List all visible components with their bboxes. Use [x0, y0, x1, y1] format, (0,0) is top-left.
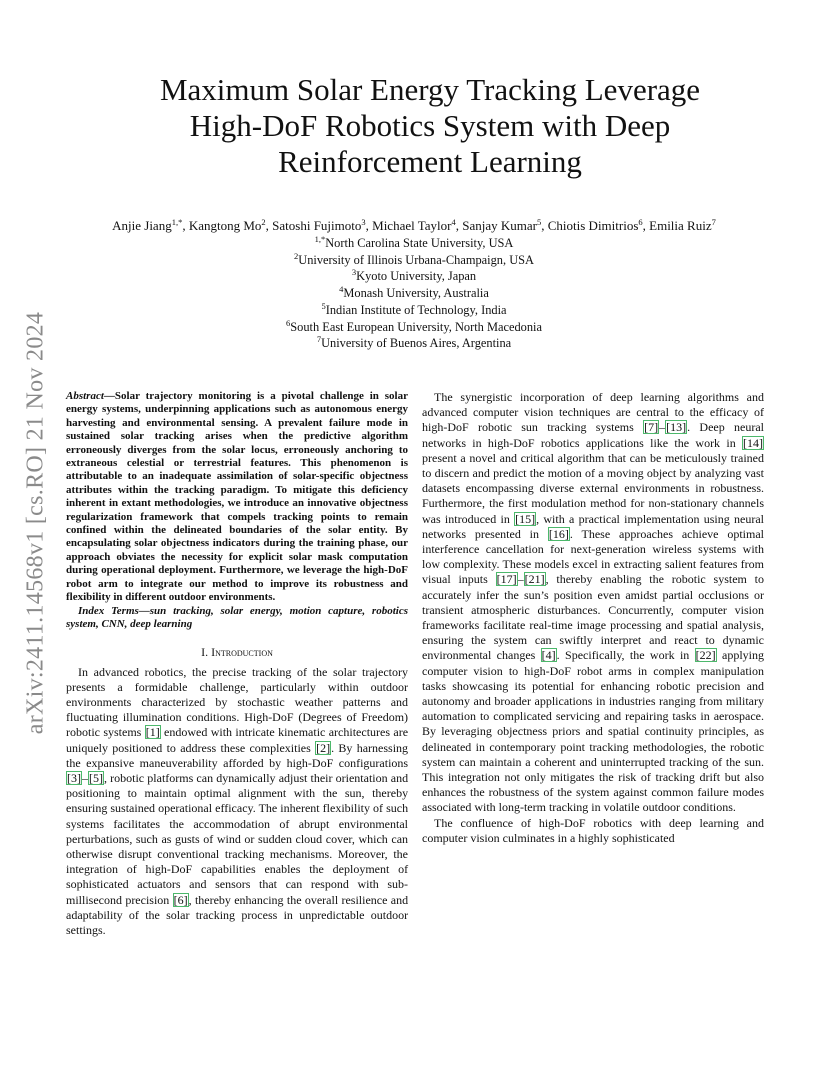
index-terms-text: sun tracking, solar energy, motion capture, robotics system, CNN, deep learning — [66, 604, 408, 630]
affiliation: $^6$South East European University, North Macedonia — [285, 317, 543, 334]
paper-title — [90, 72, 770, 180]
affiliation: $^4$Monash University, Australia — [339, 284, 489, 301]
citation-link[interactable]: [3] — [67, 770, 81, 785]
author-name: Chiotis Dimitrios — [547, 218, 639, 233]
affiliation-list — [0, 235, 828, 352]
citation-link[interactable]: [21] — [524, 572, 545, 587]
affiliation: $^5$Indian Institute of Technology, India — [321, 300, 507, 317]
affiliation: $^{1,*}$North Carolina State University, USA — [314, 234, 514, 250]
author-affiliation-marker: 6 — [638, 217, 643, 227]
author-list: Anjie Jiang$^{1,*}$, Kangtong Mo$^2$, Satoshi Fujimoto$^3$, Michael Taylor$^4$, Sanjay Kumar$^5$, Chiotis Dimitrios$^6$, Emilia Ruiz$^7$ — [112, 217, 716, 233]
author-affiliation-marker: 1,* — [171, 217, 183, 227]
citation-link[interactable]: [4] — [541, 648, 556, 663]
title-line: Reinforcement Learning — [278, 144, 582, 179]
index-terms: Index Terms—sun tracking, solar energy, motion capture, robotics system, CNN, deep learning — [66, 604, 408, 630]
author-affiliation-marker: 3 — [361, 217, 366, 227]
affiliation: $^3$Kyoto University, Japan — [351, 267, 477, 284]
abstract-label: Abstract — [66, 390, 104, 402]
author-affiliation-marker: 4 — [451, 217, 456, 227]
paragraph: The confluence of high-DoF robotics with deep learning and computer vision culminates in a highly sophisticated — [422, 815, 764, 845]
paragraph: In advanced robotics, the precise tracking of the solar trajectory presents a formidable challenge, particularly within outdoor environments characterized by stochastic weather patterns and fluctuating illumination conditions. High-DoF (Degrees of Freedom) robotic systems [1] endowed with intricate kinematic architectures are uniquely positioned to address these complexities [2]. By harnessing the expansive maneuverability afforded by high-DoF configurations [3]–[5], robotic platforms can dynamically adjust their orientation and positioning to maintain optimal alignment with the sun, thereby ensuring sustained operational efficacy. The inherent flexibility of such systems facilitates the accommodation of abrupt environmental perturbations, such as gusts of wind or sudden cloud cover, which can otherwise disrupt conventional tracking mechanisms. Moreover, the integration of high-DoF capabilities enables the deployment of sophisticated actuators and sensors that can respond with sub-millisecond precision [6], thereby enhancing the overall resilience and adaptability of the solar tracking process in unpredictable outdoor settings. — [66, 664, 409, 937]
paragraph: The synergistic incorporation of deep learning algorithms and advanced computer vision techniques are central to the efficacy of high-DoF robotic sun tracking systems [7]–[13]. Deep neural networks in high-DoF robotics applications like the work in [14] present a novel and critical algorithm that can be meticulously trained to discern and predict the motion of a moving object by analyzing vast datasets encompassing diverse external environments in robustness. Furthermore, the first modulation method for non-stationary channels was introduced in [15], with a practical implementation using neural networks presented in [16]. These approaches achieve optimal interference cancellation for next-generation wireless systems with low complexity. These models excel in extracting salient features from visual inputs [17]–[21], thereby enabling the robotic system to accurately infer the sun’s position even amidst partial occlusions or transient atmospheric disturbances. Concurrently, computer vision frameworks facilitate real-time image processing and spatial analysis, ensuring the system can swiftly interpret and react to dynamic environmental changes [4]. Specifically, the work in [22] applying computer vision to high-DoF robot arms in complex manipulation tasks showcasing its potential for enhancing robotic precision and autonomy and broader applications in industries ranging from military automation to complicated servicing and repairing tasks in aerospace. By leveraging objectness priors and spatial continuity principles, as delineated in contemporary point tracking methodologies, the robotic system can maintain a coherent and uninterrupted tracking of the sun. This integration not only mitigates the risk of tracking drift but also enhances the robustness of the system against common failure modes associated with long-term tracking in volatile outdoor conditions. — [422, 390, 764, 815]
citation-link[interactable]: [17] — [496, 572, 517, 587]
citation-link[interactable]: [15] — [515, 511, 536, 526]
citation-link[interactable]: [5] — [89, 770, 103, 785]
abstract: Abstract—Solar trajectory monitoring is a pivotal challenge in solar energy systems, underpinning applications such as autonomous energy harvesting and environmental sensing. A prevalent failure mode in sustained solar tracking arises when the predictive algorithm erroneously diverges from the solar locus, erroneously anchoring to extraneous celestial or terrestrial features. This phenomenon is attributable to an inadequate assimilation of solar-specific objectness attributes within the tracking paradigm. To mitigate this deficiency inherent in extant methodologies, we introduce an innovative objectness regularization framework that compels tracking points to remain confined within the delineated boundaries of the solar entity. By encapsulating solar objectness indicators during the training phase, our approach obviates the necessity for explicit solar mask computation during operational deployment. Furthermore, we leverage the high-DoF robot arm to integrate our method to improve its robustness and flexibility in different outdoor environments. — [66, 390, 408, 604]
affiliation: $^7$University of Buenos Aires, Argentina — [316, 334, 512, 351]
citation-link[interactable]: [6] — [173, 892, 188, 907]
citation-link[interactable]: [2] — [316, 740, 331, 755]
citation-link[interactable]: [1] — [145, 725, 160, 740]
author-affiliation-marker: 2 — [261, 217, 266, 227]
author-affiliation-marker: 5 — [536, 217, 542, 227]
author-name: Kangtong Mo — [188, 218, 262, 233]
abstract-text: Solar trajectory monitoring is a pivotal challenge in solar energy systems, underpinning applications such as autonomous energy harvesting and environmental sensing. A prevalent failure mode in sustained solar tracking arises when the predictive algorithm erroneously diverges from the solar locus, erroneously anchoring to extraneous celestial or terrestrial features. This phenomenon is attributable to an inadequate assimilation of solar-specific objectness attributes within the tracking paradigm. To mitigate this deficiency inherent in extant methodologies, we introduce an innovative objectness regularization framework that compels tracking points to remain confined within the delineated boundaries of the solar entity. By encapsulating solar objectness indicators during the training phase, our approach obviates the necessity for explicit solar mask computation during operational deployment. Furthermore, we leverage the high-DoF robot arm to integrate our method to improve its robustness and flexibility in different outdoor environments. — [66, 390, 408, 604]
left-column — [66, 390, 408, 938]
affiliation: $^2$University of Illinois Urbana-Champaign, USA — [294, 250, 534, 267]
section-heading: I. Introduction — [201, 645, 273, 660]
citation-link[interactable]: [14] — [743, 435, 763, 450]
citation-link[interactable]: [16] — [548, 526, 569, 541]
arxiv-identifier-stamp: arXiv:2411.14568v1 [cs.RO] 21 Nov 2024 — [22, 311, 49, 735]
title-line: Maximum Solar Energy Tracking Leverage — [159, 72, 701, 107]
author-affiliation-marker: 7 — [711, 217, 716, 227]
title-line: High-DoF Robotics System with Deep — [189, 108, 671, 143]
citation-link[interactable]: [13] — [666, 420, 687, 435]
index-terms-label: Index Terms — [78, 604, 139, 617]
author-name: Anjie Jiang — [112, 218, 172, 233]
author-name: Satoshi Fujimoto — [272, 218, 362, 233]
citation-link[interactable]: [22] — [695, 648, 716, 663]
author-name: Emilia Ruiz — [649, 218, 712, 233]
author-name: Sanjay Kumar — [462, 218, 537, 233]
citation-link[interactable]: [7] — [644, 420, 659, 435]
right-column — [422, 390, 764, 846]
author-name: Michael Taylor — [372, 218, 452, 233]
